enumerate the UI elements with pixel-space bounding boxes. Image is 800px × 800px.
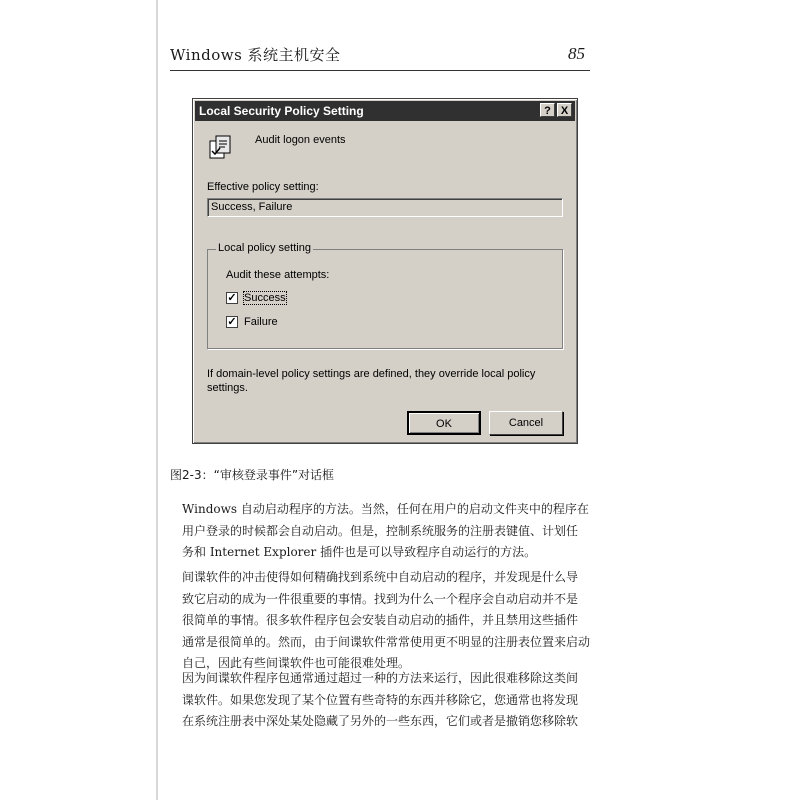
effective-setting-field xyxy=(207,198,563,217)
body-paragraph-1 xyxy=(182,499,592,564)
header-rule xyxy=(170,70,590,71)
ok-button[interactable]: OK xyxy=(407,411,481,435)
paragraph-line: 致它启动的成为一件很重要的事情。找到为什么一个程序会自动启动并不是 xyxy=(182,591,579,606)
failure-checkbox[interactable]: ✓ xyxy=(227,316,237,328)
paragraph-line: 务和 Internet Explorer 插件也是可以导致程序自动运行的方法。 xyxy=(182,545,537,559)
paragraph-line: 间谍软件的冲击使得如何精确找到系统中自动启动的程序，并发现是什么导 xyxy=(182,570,579,584)
policy-name: Audit logon events xyxy=(255,134,346,146)
page-number: 85 xyxy=(568,44,585,63)
cancel-button[interactable]: Cancel xyxy=(489,411,563,435)
help-button[interactable]: ? xyxy=(540,103,555,117)
close-button[interactable]: X xyxy=(557,103,572,117)
dialog-title: Local Security Policy Setting xyxy=(199,104,364,118)
paragraph-line: 自己，因此有些间谍软件也可能很难处理。 xyxy=(182,656,411,670)
figure-caption: 图2-3：“审核登录事件”对话框 xyxy=(170,468,335,482)
domain-override-note: If domain-level policy settings are defined, they override local policy settings. xyxy=(207,368,536,394)
paragraph-line: 很简单的事情。很多软件程序包会安装自动启动的插件，并且禁用这些插件 xyxy=(182,613,579,627)
paragraph-line: 谍软件。如果您发现了某个位置有些奇特的东西并移除它，您通常也将发现 xyxy=(182,692,579,707)
body-paragraph-3 xyxy=(182,668,592,733)
running-title: Windows 系统主机安全 xyxy=(170,46,341,64)
success-checkbox[interactable]: ✓ xyxy=(227,292,237,304)
audit-policy-icon xyxy=(207,133,235,161)
body-paragraph-2 xyxy=(182,567,592,675)
effective-setting-value: Success, Failure xyxy=(211,201,293,213)
failure-checkbox-label[interactable]: Failure xyxy=(244,316,278,328)
policy-dialog xyxy=(192,98,578,444)
audit-attempts-label: Audit these attempts: xyxy=(226,269,330,281)
local-policy-group xyxy=(207,242,563,349)
running-header xyxy=(170,44,590,70)
paragraph-line: 因为间谍软件程序包通常通过超过一种的方法来运行，因此很难移除这类间 xyxy=(182,671,579,685)
paragraph-line: 用户登录的时候都会自动启动。但是，控制系统服务的注册表键值、计划任 xyxy=(182,523,579,538)
dialog-titlebar xyxy=(195,101,575,121)
success-checkbox-label[interactable]: Success xyxy=(244,292,286,304)
local-policy-group-label: Local policy setting xyxy=(218,242,311,254)
paragraph-line: 通常是很简单的。然而，由于间谍软件常常使用更不明显的注册表位置来启动 xyxy=(182,634,591,649)
page-spine-edge xyxy=(156,0,158,800)
paragraph-line: Windows 自动启动程序的方法。当然，任何在用户的启动文件夹中的程序在 xyxy=(182,502,589,516)
effective-setting-label: Effective policy setting: xyxy=(207,181,319,193)
paragraph-line: 在系统注册表中深处某处隐藏了另外的一些东西，它们或者是撤销您移除软 xyxy=(182,714,579,728)
